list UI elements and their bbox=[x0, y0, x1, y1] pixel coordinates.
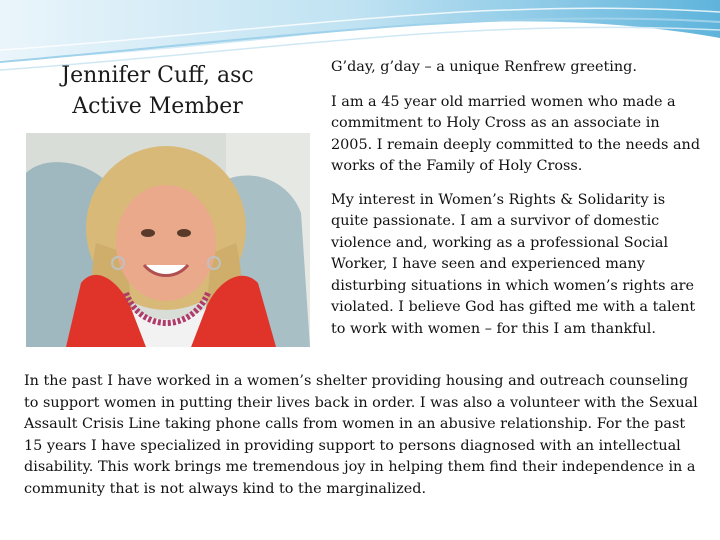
experience-paragraph: In the past I have worked in a women’s shelter providing housing and outreach counseling to support women in putting their lives back in order. I was also a volunteer with the Sexual Assault Crisis Line taking phone calls from women in an abusive relationship. For the past 15 years I have specialized in providing support to persons diagnosed with an intellectual disability. This work brings me tremendous joy in helping them find their independence in a community that is not always kind to the marginalized. bbox=[24, 373, 698, 497]
title-name: Jennifer Cuff, asc bbox=[61, 63, 254, 88]
title-role: Active Member bbox=[72, 94, 243, 119]
page-title bbox=[40, 60, 275, 122]
portrait-photo bbox=[26, 133, 310, 347]
womens-rights-paragraph: My interest in Women’s Rights & Solidarity is quite passionate. I am a survivor of domestic violence and, working as a professional Social Worker, I have seen and experienced many disturbing situations in which women’s rights are violated. I believe God has gifted me with a talent to work with women – for this I am thankful. bbox=[331, 191, 696, 337]
commitment-paragraph: I am a 45 year old married women who made a commitment to Holy Cross as an associate in 2005. I remain deeply committed to the needs and works of the Family of Holy Cross. bbox=[331, 93, 701, 174]
greeting-text: G’day, g’day – a unique Renfrew greeting. bbox=[331, 59, 637, 75]
intro-column bbox=[331, 57, 703, 352]
